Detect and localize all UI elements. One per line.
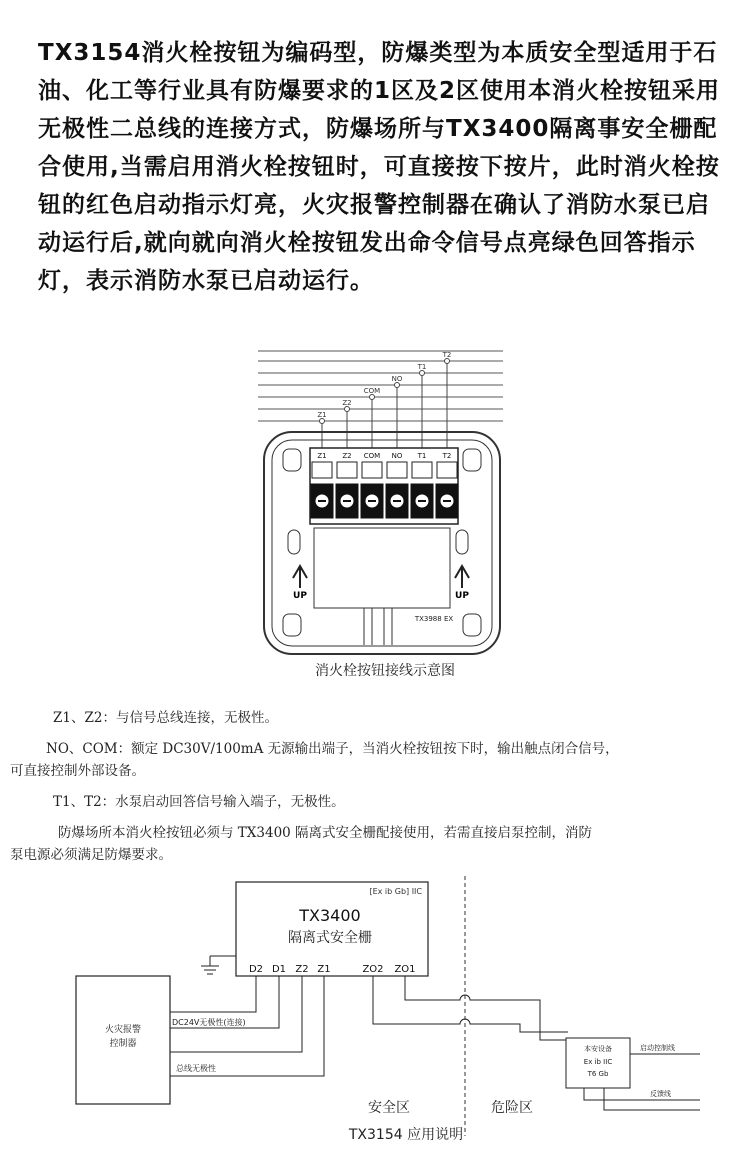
note-hazard-1: 防爆场所本消火栓按钮必须与 TX3400 隔离式安全栅配接使用，若需直接启泵控制，消防: [58, 825, 593, 841]
terminal-block: [310, 448, 458, 524]
terminal-no: NO: [391, 452, 403, 460]
model-label: TX3988 EX: [414, 615, 454, 623]
terminal-t2: T2: [442, 452, 452, 460]
note-no-com-1: NO、COM：额定 DC30V/100mA 无源输出端子，当消火栓按钮按下时，输出触点闭合信号，: [46, 741, 619, 757]
tap-t2: [445, 359, 450, 364]
field-device-line2: Ex ib IIC: [583, 1058, 613, 1066]
tap-no: [395, 383, 400, 388]
tag-t2: T2: [442, 351, 452, 359]
field-wiring: [373, 976, 568, 1040]
tap-z1: [320, 419, 325, 424]
barrier-name: 隔离式安全栅: [288, 930, 372, 946]
wiring-caption: 消火栓按钮接线示意图: [315, 663, 455, 679]
tag-z2: Z2: [342, 399, 352, 407]
controller-line2: 控制器: [109, 1039, 137, 1049]
tap-t1: [420, 371, 425, 376]
bus-label: 总线无极性: [176, 1064, 216, 1073]
svg-text:UP: UP: [455, 591, 469, 601]
tag-no: NO: [391, 375, 403, 383]
svg-text:UP: UP: [293, 591, 307, 601]
terminal-clamp: [387, 462, 407, 478]
terminal-clamp: [412, 462, 432, 478]
terminal-t1: T1: [417, 452, 427, 460]
tap-z2: [345, 407, 350, 412]
term-z1: Z1: [317, 964, 331, 975]
up-arrow-left: [293, 566, 307, 601]
note-t: T1、T2：水泵启动回答信号输入端子，无极性。: [53, 794, 345, 810]
field-device-line3: T6 Gb: [587, 1070, 609, 1078]
barrier-model: TX3400: [299, 906, 361, 925]
application-caption: TX3154 应用说明: [348, 1127, 464, 1143]
note-z: Z1、Z2：与信号总线连接，无极性。: [53, 710, 278, 726]
safe-zone-label: 安全区: [368, 1100, 410, 1116]
dc-label: DC24V无极性(连接): [172, 1018, 246, 1027]
note-hazard-2: 泵电源必须满足防爆要求。: [10, 847, 172, 863]
field-device-line1: 本安设备: [584, 1045, 612, 1053]
start-line-label: 启动控制线: [640, 1044, 675, 1052]
terminal-clamp: [437, 462, 457, 478]
term-z2: Z2: [295, 964, 309, 975]
application-diagram: [0, 868, 750, 1168]
term-zo2: ZO2: [362, 964, 384, 975]
terminal-clamp: [312, 462, 332, 478]
feedback-label: 反馈线: [650, 1090, 671, 1098]
term-d1: D1: [271, 964, 287, 975]
terminal-notes: [10, 707, 745, 866]
hazard-zone-label: 危险区: [491, 1100, 533, 1116]
term-zo1: ZO1: [394, 964, 416, 975]
up-arrow-right: [455, 566, 469, 601]
ground-icon: [201, 956, 236, 974]
term-d2: D2: [248, 964, 264, 975]
bus-lines: [258, 351, 503, 421]
terminal-com: COM: [363, 452, 381, 460]
note-no-com-2: 可直接控制外部设备。: [10, 763, 145, 779]
terminal-clamp: [362, 462, 382, 478]
terminal-clamp: [337, 462, 357, 478]
intro-paragraph: TX3154消火栓按钮为编码型，防爆类型为本质安全型适用于石油、化工等行业具有防爆要求的1区及2区使用本消火栓按钮采用无极性二总线的连接方式，防爆场所与TX3400隔离事安全栅配合使用,当需启用消火栓按钮时，可直接按下按片，此时消火栓按钮的红色启动指示灯亮，火灾报警控制器在确认了消防水泵已启动运行后,就向就向消火栓按钮发出命令信号点亮绿色回答指示灯，表示消防水泵已启动运行。: [38, 40, 721, 294]
tap-com: [370, 395, 375, 400]
tag-z1: Z1: [317, 411, 327, 419]
barrier-box: [236, 882, 428, 976]
tag-com: COM: [363, 387, 381, 395]
terminal-z1: Z1: [317, 452, 327, 460]
terminal-z2: Z2: [342, 452, 352, 460]
controller-line1: 火灾报警: [104, 1025, 142, 1035]
ex-rating: [Ex ib Gb] IIC: [369, 887, 422, 896]
tag-t1: T1: [417, 363, 427, 371]
